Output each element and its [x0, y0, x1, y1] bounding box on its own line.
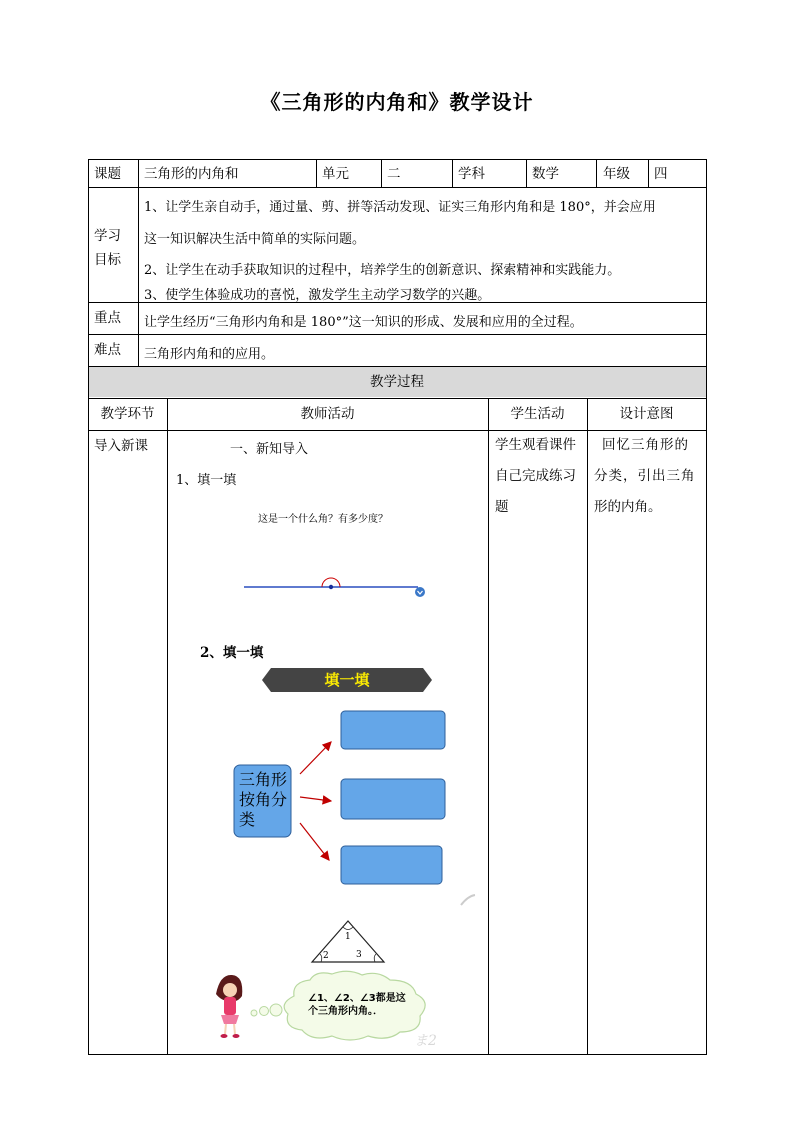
table-border-left [88, 159, 89, 1055]
table-rule [138, 159, 139, 367]
col-header-student: 学生活动 [510, 406, 565, 422]
table-rule [587, 398, 588, 1054]
table-rule [88, 398, 707, 399]
keypoint-text: 让学生经历“三角形内角和是 180°”这一知识的形成、发展和应用的全过程。 [144, 315, 583, 330]
value-subject: 三角形的内角和 [144, 166, 239, 182]
blank-box [341, 779, 445, 819]
table-rule [526, 159, 527, 187]
goal-line: 2、让学生在动手获取知识的过程中，培养学生的创新意识、探索精神和实践能力。 [144, 263, 621, 278]
angle-label-2: 2 [323, 951, 329, 961]
speech-bubble-text [308, 992, 406, 1018]
intent-line: 形的内角。 [594, 499, 662, 515]
goals-label: 学习 [94, 228, 121, 244]
difficulty-label: 难点 [94, 342, 121, 358]
pencil-mark-icon [458, 893, 478, 909]
goals-label: 目标 [94, 252, 121, 268]
intent-line: 回忆三角形的 [602, 437, 689, 453]
classify-line: 按角分 [239, 790, 288, 809]
angle-question: 这是一个什么角？有多少度？ [258, 514, 388, 525]
classify-line: 三角形 [239, 770, 288, 789]
table-rule [381, 159, 382, 187]
stage-name: 导入新课 [94, 438, 148, 454]
blank-box [341, 711, 445, 749]
process-band-title: 教学过程 [370, 374, 424, 390]
table-border-top [88, 159, 707, 160]
goal-line: 3、使学生体验成功的喜悦，激发学生主动学习数学的兴趣。 [144, 288, 491, 303]
bubble-line: ∠1、∠2、∠3都是这 [308, 993, 406, 1004]
col-header-intent: 设计意图 [619, 406, 674, 422]
angle-label-1: 1 [345, 932, 351, 942]
col-header-teacher: 教师活动 [300, 406, 355, 422]
student-activity [495, 430, 576, 523]
banner-label: 填一填 [324, 671, 370, 689]
label-grade: 年级 [603, 166, 630, 182]
value-grade: 四 [654, 166, 668, 182]
teacher-item-1: 1、填一填 [176, 473, 237, 488]
table-rule [88, 366, 707, 367]
student-line: 自己完成练习 [495, 468, 576, 484]
table-rule [167, 398, 168, 1054]
student-line: 题 [495, 499, 509, 515]
value-unit: 二 [387, 166, 401, 182]
label-discipline: 学科 [458, 166, 485, 182]
teacher-item-2: 2、填一填 [200, 645, 264, 661]
teacher-section-heading: 一、新知导入 [230, 442, 309, 457]
goal-line: 这一知识解决生活中简单的实际问题。 [144, 232, 366, 247]
table-rule [316, 159, 317, 187]
label-subject: 课题 [94, 166, 121, 182]
table-rule [88, 187, 707, 188]
table-rule [452, 159, 453, 187]
difficulty-text: 三角形内角和的应用。 [144, 347, 275, 362]
triangle-figure [308, 918, 388, 966]
blank-box [341, 846, 442, 884]
table-border-bottom [88, 1054, 707, 1055]
bubble-line: 个三角形内角。． [308, 1006, 383, 1017]
table-rule [488, 398, 489, 1054]
table-rule [596, 159, 597, 187]
table-rule [88, 334, 707, 335]
value-discipline: 数学 [532, 166, 559, 182]
table-rule [648, 159, 649, 187]
intent-line: 分类，引出三角 [594, 468, 696, 484]
classify-line: 类 [239, 810, 256, 829]
girl-icon [216, 975, 242, 1038]
design-intent [594, 430, 696, 523]
label-unit: 单元 [322, 166, 349, 182]
goal-line: 1、让学生亲自动手，通过量、剪、拼等活动发现、证实三角形内角和是 180°，并会应用 [144, 200, 656, 215]
student-line: 学生观看课件 [495, 437, 576, 453]
classify-box-text [239, 770, 287, 830]
straight-angle-figure [238, 572, 430, 604]
col-header-stage: 教学环节 [100, 406, 155, 422]
watermark-text: ま2 [414, 1033, 437, 1049]
angle-label-3: 3 [356, 950, 362, 960]
page-title: 《三角形的内角和》教学设计 [260, 90, 534, 114]
table-border-right [706, 159, 707, 1055]
keypoint-label: 重点 [94, 310, 121, 326]
